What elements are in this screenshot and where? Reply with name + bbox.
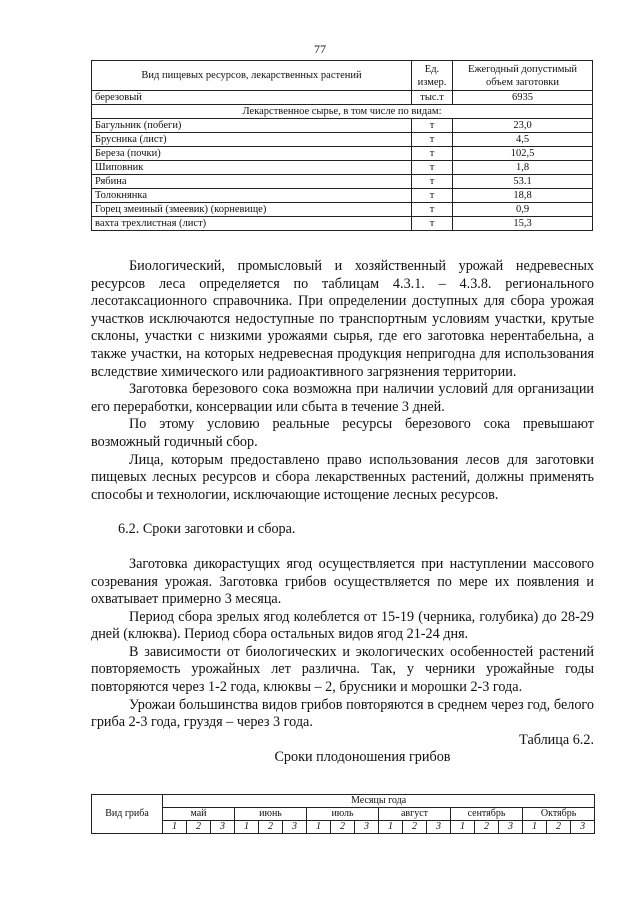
row-value: 23,0 bbox=[453, 119, 593, 133]
row-value: 102,5 bbox=[453, 147, 593, 161]
decade-cell: 3 bbox=[427, 821, 451, 834]
decade-cell: 1 bbox=[379, 821, 403, 834]
month-august: август bbox=[379, 808, 451, 821]
table-row bbox=[92, 203, 593, 217]
row-unit: т bbox=[412, 147, 453, 161]
decade-cell: 2 bbox=[187, 821, 211, 834]
decade-cell: 1 bbox=[235, 821, 259, 834]
decade-cell: 3 bbox=[283, 821, 307, 834]
row-unit: т bbox=[412, 119, 453, 133]
header-unit: Ед. измер. bbox=[412, 61, 453, 91]
row-unit: тыс.т bbox=[412, 91, 453, 105]
month-september: сентябрь bbox=[451, 808, 523, 821]
row-name: Горец змеиный (змеевик) (корневище) bbox=[92, 203, 412, 217]
page-number: 77 bbox=[314, 42, 326, 56]
month-july: июль bbox=[307, 808, 379, 821]
paragraph-persons: Лица, которым предоставлено право использования лесов для заготовки пищевых лесных ресурсов и сбора лекарственных растений, должны применять способы и технологии, исключающие истощение лесных ресурсов. bbox=[91, 451, 594, 503]
table-header-row bbox=[92, 808, 595, 821]
month-may: май bbox=[163, 808, 235, 821]
body-text bbox=[91, 258, 594, 767]
row-unit: т bbox=[412, 175, 453, 189]
decade-cell: 1 bbox=[307, 821, 331, 834]
decade-cell: 3 bbox=[355, 821, 379, 834]
month-october: Октябрь bbox=[523, 808, 595, 821]
table-section-row bbox=[92, 105, 593, 119]
section-heading: 6.2. Сроки заготовки и сбора. bbox=[118, 521, 296, 538]
decade-cell: 1 bbox=[451, 821, 475, 834]
row-unit: т bbox=[412, 189, 453, 203]
decade-cell: 3 bbox=[499, 821, 523, 834]
table-header-row bbox=[92, 61, 593, 91]
header-volume: Ежегодный допустимый объем заготовки bbox=[453, 61, 593, 91]
header-months: Месяцы года bbox=[163, 795, 595, 808]
row-value: 18,8 bbox=[453, 189, 593, 203]
row-unit: т bbox=[412, 161, 453, 175]
paragraph-sap-resources: По этому условию реальные ресурсы березового сока превышают возможный годичный сбор. bbox=[91, 416, 594, 450]
row-value: 4,5 bbox=[453, 133, 593, 147]
row-value: 0,9 bbox=[453, 203, 593, 217]
row-name: березовый bbox=[92, 91, 412, 105]
row-unit: т bbox=[412, 217, 453, 231]
table-header-row bbox=[92, 795, 595, 808]
decade-cell: 2 bbox=[475, 821, 499, 834]
paragraph-birch-sap: Заготовка березового сока возможна при наличии условий для организации его переработки, консервации или сбыта в течение 3 дней. bbox=[91, 381, 594, 415]
row-name: Брусника (лист) bbox=[92, 133, 412, 147]
row-value: 6935 bbox=[453, 91, 593, 105]
row-unit: т bbox=[412, 133, 453, 147]
row-name: Рябина bbox=[92, 175, 412, 189]
row-name: Багульник (побеги) bbox=[92, 119, 412, 133]
table-row bbox=[92, 133, 593, 147]
paragraph-harvesting: Заготовка дикорастущих ягод осуществляется при наступлении массового созревания урожая. Заготовка грибов осуществляется по мере их появления и охватывает примерно 3 месяца. bbox=[91, 555, 594, 608]
decade-cell: 2 bbox=[259, 821, 283, 834]
decade-cell: 2 bbox=[331, 821, 355, 834]
paragraph-mushroom-yield: Урожаи большинства видов грибов повторяются в среднем через год, белого гриба 2-3 года, груздя – через 3 года. bbox=[91, 696, 594, 731]
decade-cell: 3 bbox=[211, 821, 235, 834]
row-value: 53.1 bbox=[453, 175, 593, 189]
month-june: июнь bbox=[235, 808, 307, 821]
table-row bbox=[92, 147, 593, 161]
table-row bbox=[92, 189, 593, 203]
paragraph-berry-period: Период сбора зрелых ягод колеблется от 15-19 (черника, голубика) до 28-29 дней (клюква). Период сбора остальных видов ягод 21-24 дня. bbox=[91, 608, 594, 643]
row-name: вахта трехлистная (лист) bbox=[92, 217, 412, 231]
decade-cell: 1 bbox=[163, 821, 187, 834]
decade-cell: 2 bbox=[403, 821, 427, 834]
table-header-row bbox=[92, 821, 595, 834]
row-name: Толокнянка bbox=[92, 189, 412, 203]
mushroom-table bbox=[91, 794, 595, 834]
row-unit: т bbox=[412, 203, 453, 217]
table-caption: Сроки плодоношения грибов bbox=[274, 749, 451, 766]
row-name: Береза (почки) bbox=[92, 147, 412, 161]
section-label: Лекарственное сырье, в том числе по видам: bbox=[92, 105, 593, 119]
resources-table bbox=[91, 60, 593, 231]
table-reference: Таблица 6.2. bbox=[519, 731, 594, 748]
row-value: 15,3 bbox=[453, 217, 593, 231]
table-row bbox=[92, 91, 593, 105]
header-species: Вид гриба bbox=[92, 795, 163, 834]
decade-cell: 1 bbox=[523, 821, 547, 834]
row-value: 1,8 bbox=[453, 161, 593, 175]
decade-cell: 3 bbox=[571, 821, 595, 834]
decade-cell: 2 bbox=[547, 821, 571, 834]
paragraph-yield: Биологический, промысловый и хозяйственный урожай недревесных ресурсов леса определяется по таблицам 4.3.1. – 4.3.8. регионального лесотаксационного справочника. При определении доступных для сбора урожая участков исключаются недоступные по транспортным условиям участки, крутые склоны, участки с низкими урожаями сырья, где его заготовка нерентабельна, а также участки, на которых недревесная продукция непригодна для использования вследствие химического или радиоактивного загрязнения территории. bbox=[91, 258, 594, 380]
row-name: Шиповник bbox=[92, 161, 412, 175]
table-row bbox=[92, 175, 593, 189]
table-row bbox=[92, 119, 593, 133]
table-row bbox=[92, 217, 593, 231]
header-resource-name: Вид пищевых ресурсов, лекарственных растений bbox=[92, 61, 412, 91]
table-row bbox=[92, 161, 593, 175]
paragraph-yield-years: В зависимости от биологических и экологических особенностей растений повторяемость урожайных лет различна. Так, у черники урожайные годы повторяются через 1-2 года, клюквы – 2, брусники и морошки 2-3 года. bbox=[91, 643, 594, 696]
